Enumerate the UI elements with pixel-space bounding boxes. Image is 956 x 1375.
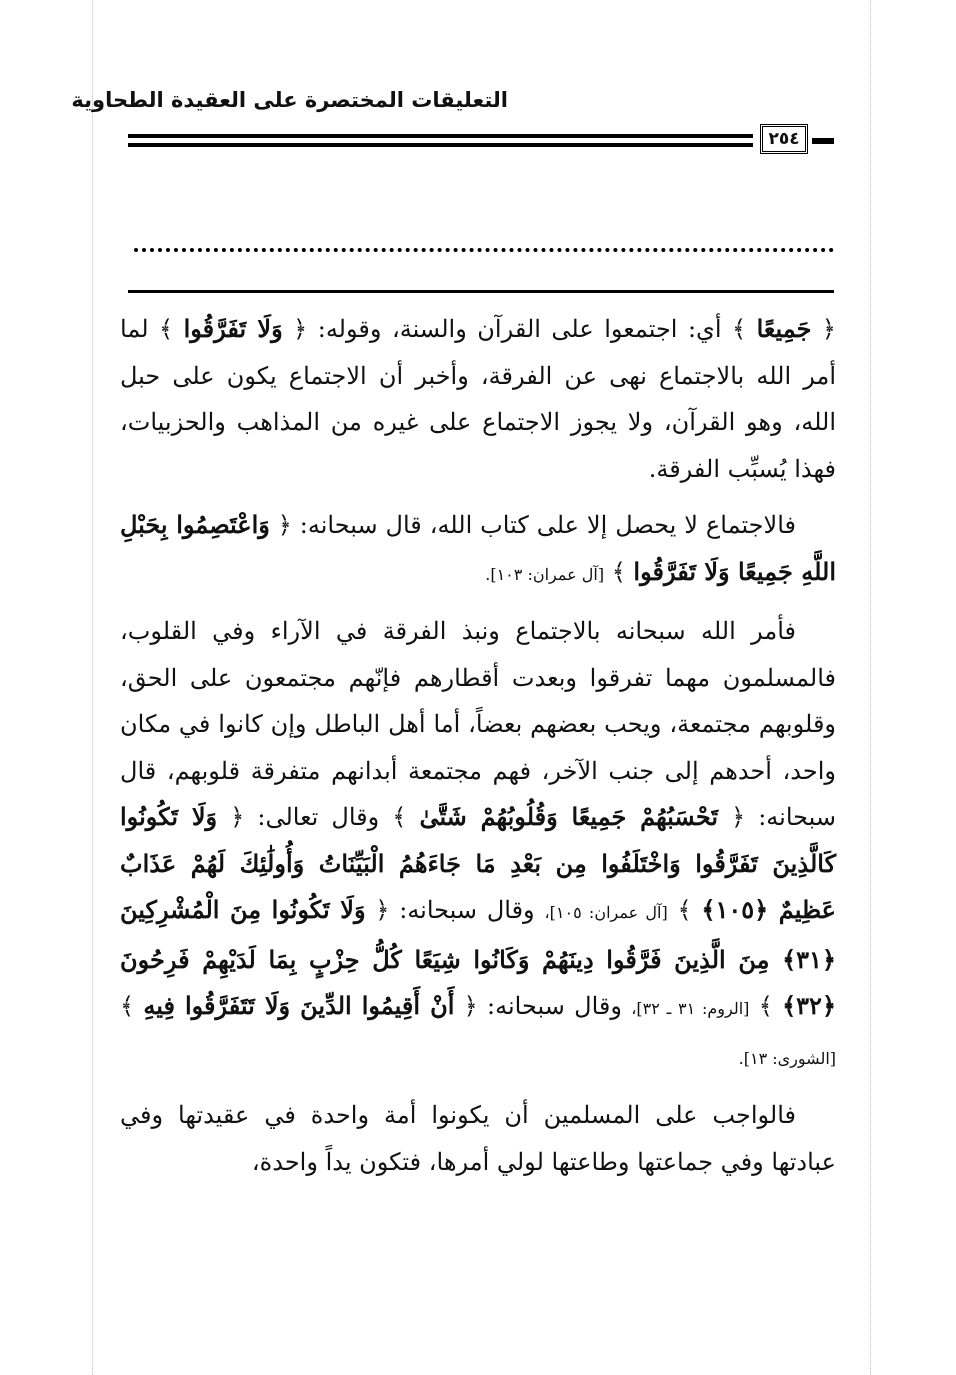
quran-bracket-open: ﴿ (230, 803, 245, 831)
quran-bracket-close: ﴾ (758, 992, 773, 1020)
header-rule-end (812, 138, 834, 144)
quran-quote: جَمِيعًا (756, 314, 812, 343)
quran-quote: وَلَا تَفَرَّقُوا (183, 314, 283, 343)
header-rule-top (128, 134, 753, 138)
quran-quote: وَلَا تَكُونُوا كَالَّذِينَ تَفَرَّقُوا وَاخْتَلَفُوا مِن بَعْدِ مَا جَاءَهُمُ الْبَيِّنَاتُ وَأُولَٰئِكَ لَهُمْ عَذَابٌ عَظِيمٌ ﴿١٠٥﴾ (120, 802, 836, 924)
running-header-title: التعليقات المختصرة على العقيدة الطحاوية (71, 88, 508, 112)
quran-quote: وَلَا تَكُونُوا مِنَ الْمُشْرِكِينَ ﴿٣١﴾ مِنَ الَّذِينَ فَرَّقُوا دِينَهُمْ وَكَانُوا شِيَعًا كُلُّ حِزْبٍ بِمَا لَدَيْهِمْ فَرِحُونَ ﴿٣٢﴾ (120, 895, 836, 1020)
footnote-solid-separator (128, 290, 834, 293)
page-body (120, 306, 836, 1185)
quran-quote: وَاعْتَصِمُوا بِحَبْلِ اللَّهِ جَمِيعًا وَلَا تَفَرَّقُوا (120, 510, 836, 586)
paragraph-1 (120, 306, 836, 492)
quran-bracket-close: ﴾ (732, 315, 747, 343)
quran-bracket-close: ﴾ (611, 557, 626, 586)
verse-reference: [آل عمران: ١٠٣]. (485, 564, 605, 584)
paragraph-3 (120, 608, 836, 1082)
verse-reference: [الشورى: ١٣]. (738, 1048, 836, 1068)
margin-guide-left (92, 0, 93, 1375)
quran-quote: أَنْ أَقِيمُوا الدِّينَ وَلَا تَتَفَرَّقُوا فِيهِ (143, 991, 455, 1020)
quran-bracket-open: ﴿ (731, 803, 746, 831)
body-text: لما أمر الله بالاجتماع نهى عن الفرقة، وأخبر أن الاجتماع يكون على حبل الله، وهو القرآن، ولا يجوز الاجتماع على غيره من المذاهب والحزبيات، فهذا يُسبِّب الفرقة. (120, 315, 836, 483)
footnote-dotted-separator (134, 248, 834, 252)
paragraph-4 (120, 1092, 836, 1185)
quran-bracket-open: ﴿ (293, 315, 308, 343)
quran-bracket-close: ﴾ (392, 803, 407, 831)
body-text: فالواجب على المسلمين أن يكونوا أمة واحدة في عقيدتها وفي عبادتها وفي جماعتها وطاعتها لولي أمرها، فتكون يداً واحدة، (120, 1101, 836, 1176)
body-text: فالاجتماع لا يحصل إلا على كتاب الله، قال سبحانه: (291, 511, 796, 539)
quran-bracket-close: ﴾ (677, 896, 692, 924)
body-text: أي: اجتمعوا على القرآن والسنة، وقوله: (307, 315, 722, 343)
body-text: وقال تعالى: (244, 803, 380, 831)
quran-bracket-open: ﴿ (375, 896, 390, 924)
verse-reference: [الروم: ٣١ ـ ٣٢]، (631, 999, 750, 1018)
body-text: وقال سبحانه: (389, 896, 535, 924)
quran-bracket-open: ﴿ (821, 315, 836, 343)
page-number: ٢٥٤ (760, 124, 808, 154)
margin-guide-right (870, 0, 871, 1375)
quran-bracket-close: ﴾ (159, 315, 174, 343)
quran-quote: تَحْسَبُهُمْ جَمِيعًا وَقُلُوبُهُمْ شَتَّىٰ (419, 802, 718, 831)
body-text: فأمر الله سبحانه بالاجتماع ونبذ الفرقة في الآراء وفي القلوب، فالمسلمون مهما تفرقوا وبعدت أقطارهم فإنّهم مجتمعون على الحق، وقلوبهم مجتمعة، ويحب بعضهم بعضاً، أما أهل الباطل وإن كانوا في مكان واحد، أحدهم إلى جنب الآخر، فهم مجتمعة أبدانهم متفرقة قلوبهم، قال سبحانه: (120, 617, 836, 831)
paragraph-2 (120, 502, 836, 598)
header-rule-bottom (128, 143, 753, 147)
quran-bracket-open: ﴿ (277, 511, 292, 539)
quran-bracket-open: ﴿ (463, 992, 478, 1020)
verse-reference: [آل عمران: ١٠٥]، (544, 903, 668, 922)
body-text: وقال سبحانه: (477, 992, 622, 1020)
quran-bracket-close: ﴾ (120, 992, 135, 1020)
